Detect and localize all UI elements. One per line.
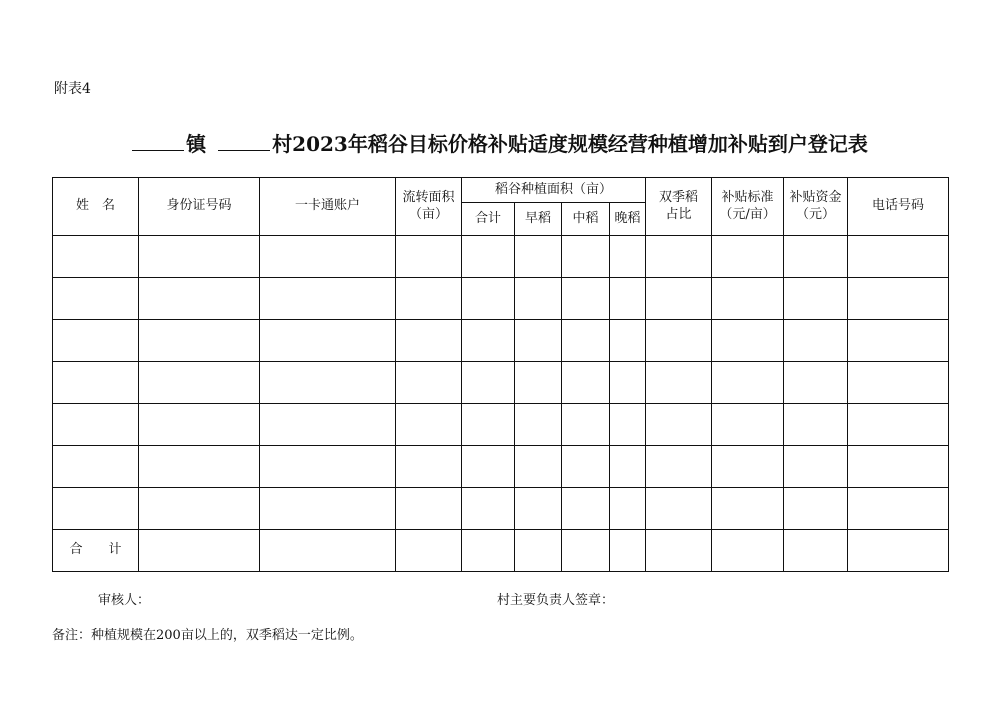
table-cell[interactable] bbox=[610, 488, 646, 530]
table-cell[interactable] bbox=[562, 446, 610, 488]
total-cell[interactable] bbox=[515, 530, 562, 572]
table-cell[interactable] bbox=[462, 278, 515, 320]
table-cell[interactable] bbox=[784, 488, 848, 530]
village-head-signature-label: 村主要负责人签章： bbox=[497, 593, 615, 608]
total-cell[interactable] bbox=[396, 530, 462, 572]
table-row bbox=[53, 320, 949, 362]
title-text: 村2023年稻谷目标价格补贴适度规模经营种植增加补贴到户登记表 bbox=[272, 132, 868, 156]
table-cell[interactable] bbox=[462, 236, 515, 278]
header-mid-rice: 中稻 bbox=[562, 203, 610, 236]
table-cell[interactable] bbox=[784, 446, 848, 488]
table-cell[interactable] bbox=[396, 278, 462, 320]
page-title bbox=[0, 128, 1000, 157]
table-cell[interactable] bbox=[139, 278, 260, 320]
table-cell[interactable] bbox=[515, 362, 562, 404]
registration-table bbox=[52, 177, 949, 572]
table-cell[interactable] bbox=[396, 320, 462, 362]
total-cell[interactable] bbox=[646, 530, 712, 572]
header-id-number: 身份证号码 bbox=[139, 178, 260, 236]
table-cell[interactable] bbox=[712, 362, 784, 404]
table-cell[interactable] bbox=[784, 236, 848, 278]
table-cell[interactable] bbox=[260, 320, 396, 362]
table-cell[interactable] bbox=[646, 446, 712, 488]
table-cell[interactable] bbox=[462, 404, 515, 446]
table-cell[interactable] bbox=[53, 404, 139, 446]
total-row-label: 合 计 bbox=[53, 530, 139, 572]
table-cell[interactable] bbox=[139, 236, 260, 278]
header-card-account: 一卡通账户 bbox=[260, 178, 396, 236]
header-subsidy-funds-l1: 补贴资金 bbox=[789, 190, 842, 206]
header-phone: 电话号码 bbox=[848, 178, 949, 236]
header-subsidy-standard bbox=[712, 178, 784, 236]
header-double-ratio-l1: 双季稻 bbox=[659, 190, 699, 206]
total-cell[interactable] bbox=[562, 530, 610, 572]
table-cell[interactable] bbox=[848, 278, 949, 320]
table-cell[interactable] bbox=[610, 320, 646, 362]
table-cell[interactable] bbox=[260, 236, 396, 278]
table-cell[interactable] bbox=[646, 236, 712, 278]
header-late-rice: 晚稻 bbox=[610, 203, 646, 236]
table-cell[interactable] bbox=[712, 488, 784, 530]
total-cell[interactable] bbox=[848, 530, 949, 572]
table-cell[interactable] bbox=[139, 488, 260, 530]
table-cell[interactable] bbox=[515, 446, 562, 488]
table-cell[interactable] bbox=[848, 404, 949, 446]
table-cell[interactable] bbox=[712, 320, 784, 362]
table-cell[interactable] bbox=[610, 446, 646, 488]
table-cell[interactable] bbox=[139, 320, 260, 362]
header-subsidy-funds-l2: （元） bbox=[796, 206, 836, 222]
header-total: 合计 bbox=[462, 203, 515, 236]
table-cell[interactable] bbox=[462, 320, 515, 362]
table-cell[interactable] bbox=[53, 278, 139, 320]
table-row bbox=[53, 488, 949, 530]
table-cell[interactable] bbox=[396, 404, 462, 446]
table-cell[interactable] bbox=[515, 320, 562, 362]
town-blank bbox=[132, 132, 184, 151]
table-cell[interactable] bbox=[515, 236, 562, 278]
table-cell[interactable] bbox=[139, 404, 260, 446]
header-subsidy-standard-l2: （元/亩） bbox=[719, 206, 776, 222]
header-subsidy-funds bbox=[784, 178, 848, 236]
table-cell[interactable] bbox=[784, 320, 848, 362]
table-cell[interactable] bbox=[610, 236, 646, 278]
table-cell[interactable] bbox=[848, 488, 949, 530]
remark-note: 备注：种植规模在200亩以上的，双季稻达一定比例。 bbox=[52, 628, 363, 643]
total-cell[interactable] bbox=[712, 530, 784, 572]
table-cell[interactable] bbox=[515, 278, 562, 320]
table-cell[interactable] bbox=[396, 362, 462, 404]
table-cell[interactable] bbox=[396, 488, 462, 530]
table-cell[interactable] bbox=[462, 362, 515, 404]
table-row bbox=[53, 362, 949, 404]
table-cell[interactable] bbox=[396, 446, 462, 488]
table-row bbox=[53, 404, 949, 446]
header-transfer-area-l1: 流转面积 bbox=[402, 190, 455, 206]
table-cell[interactable] bbox=[260, 362, 396, 404]
table-cell[interactable] bbox=[848, 320, 949, 362]
header-transfer-area-l2: （亩） bbox=[408, 206, 448, 222]
table-cell[interactable] bbox=[712, 278, 784, 320]
total-cell[interactable] bbox=[784, 530, 848, 572]
table-cell[interactable] bbox=[712, 446, 784, 488]
reviewer-label: 审核人： bbox=[98, 593, 151, 608]
table-cell[interactable] bbox=[712, 404, 784, 446]
table-row bbox=[53, 278, 949, 320]
table-row bbox=[53, 236, 949, 278]
table-cell[interactable] bbox=[646, 320, 712, 362]
total-row bbox=[53, 530, 949, 572]
header-double-ratio-l2: 占比 bbox=[665, 206, 692, 222]
table-cell[interactable] bbox=[462, 488, 515, 530]
table-cell[interactable] bbox=[396, 236, 462, 278]
table-cell[interactable] bbox=[562, 320, 610, 362]
table-row bbox=[53, 446, 949, 488]
table-cell[interactable] bbox=[260, 446, 396, 488]
table-body bbox=[53, 236, 949, 572]
header-name: 姓 名 bbox=[53, 178, 139, 236]
header-double-ratio bbox=[646, 178, 712, 236]
table-cell[interactable] bbox=[562, 278, 610, 320]
table-cell[interactable] bbox=[610, 362, 646, 404]
table-cell[interactable] bbox=[260, 278, 396, 320]
table-cell[interactable] bbox=[562, 404, 610, 446]
table-cell[interactable] bbox=[53, 446, 139, 488]
table-cell[interactable] bbox=[610, 278, 646, 320]
table-cell[interactable] bbox=[139, 446, 260, 488]
table-cell[interactable] bbox=[784, 362, 848, 404]
total-cell[interactable] bbox=[462, 530, 515, 572]
table-cell[interactable] bbox=[848, 362, 949, 404]
table-cell[interactable] bbox=[784, 404, 848, 446]
table-cell[interactable] bbox=[562, 362, 610, 404]
table-cell[interactable] bbox=[646, 362, 712, 404]
header-transfer-area bbox=[396, 178, 462, 236]
table-cell[interactable] bbox=[562, 236, 610, 278]
table-cell[interactable] bbox=[53, 320, 139, 362]
town-suffix: 镇 bbox=[186, 132, 207, 156]
table-cell[interactable] bbox=[515, 404, 562, 446]
table-cell[interactable] bbox=[260, 404, 396, 446]
total-cell[interactable] bbox=[610, 530, 646, 572]
table-cell[interactable] bbox=[53, 362, 139, 404]
table-cell[interactable] bbox=[260, 488, 396, 530]
table-cell[interactable] bbox=[848, 446, 949, 488]
header-subsidy-standard-l1: 补贴标准 bbox=[721, 190, 774, 206]
table-cell[interactable] bbox=[462, 446, 515, 488]
table-cell[interactable] bbox=[610, 404, 646, 446]
total-cell[interactable] bbox=[260, 530, 396, 572]
table-cell[interactable] bbox=[848, 236, 949, 278]
table-cell[interactable] bbox=[515, 488, 562, 530]
table-cell[interactable] bbox=[712, 236, 784, 278]
table-cell[interactable] bbox=[562, 488, 610, 530]
header-early-rice: 早稻 bbox=[515, 203, 562, 236]
total-cell[interactable] bbox=[139, 530, 260, 572]
table-cell[interactable] bbox=[139, 362, 260, 404]
table-cell[interactable] bbox=[53, 488, 139, 530]
table-cell[interactable] bbox=[646, 278, 712, 320]
header-rice-area-group: 稻谷种植面积（亩） bbox=[462, 178, 646, 203]
village-blank bbox=[218, 132, 270, 151]
table-cell[interactable] bbox=[646, 488, 712, 530]
table-cell[interactable] bbox=[784, 278, 848, 320]
table-cell[interactable] bbox=[646, 404, 712, 446]
table-cell[interactable] bbox=[53, 236, 139, 278]
annex-label: 附表4 bbox=[54, 81, 91, 97]
